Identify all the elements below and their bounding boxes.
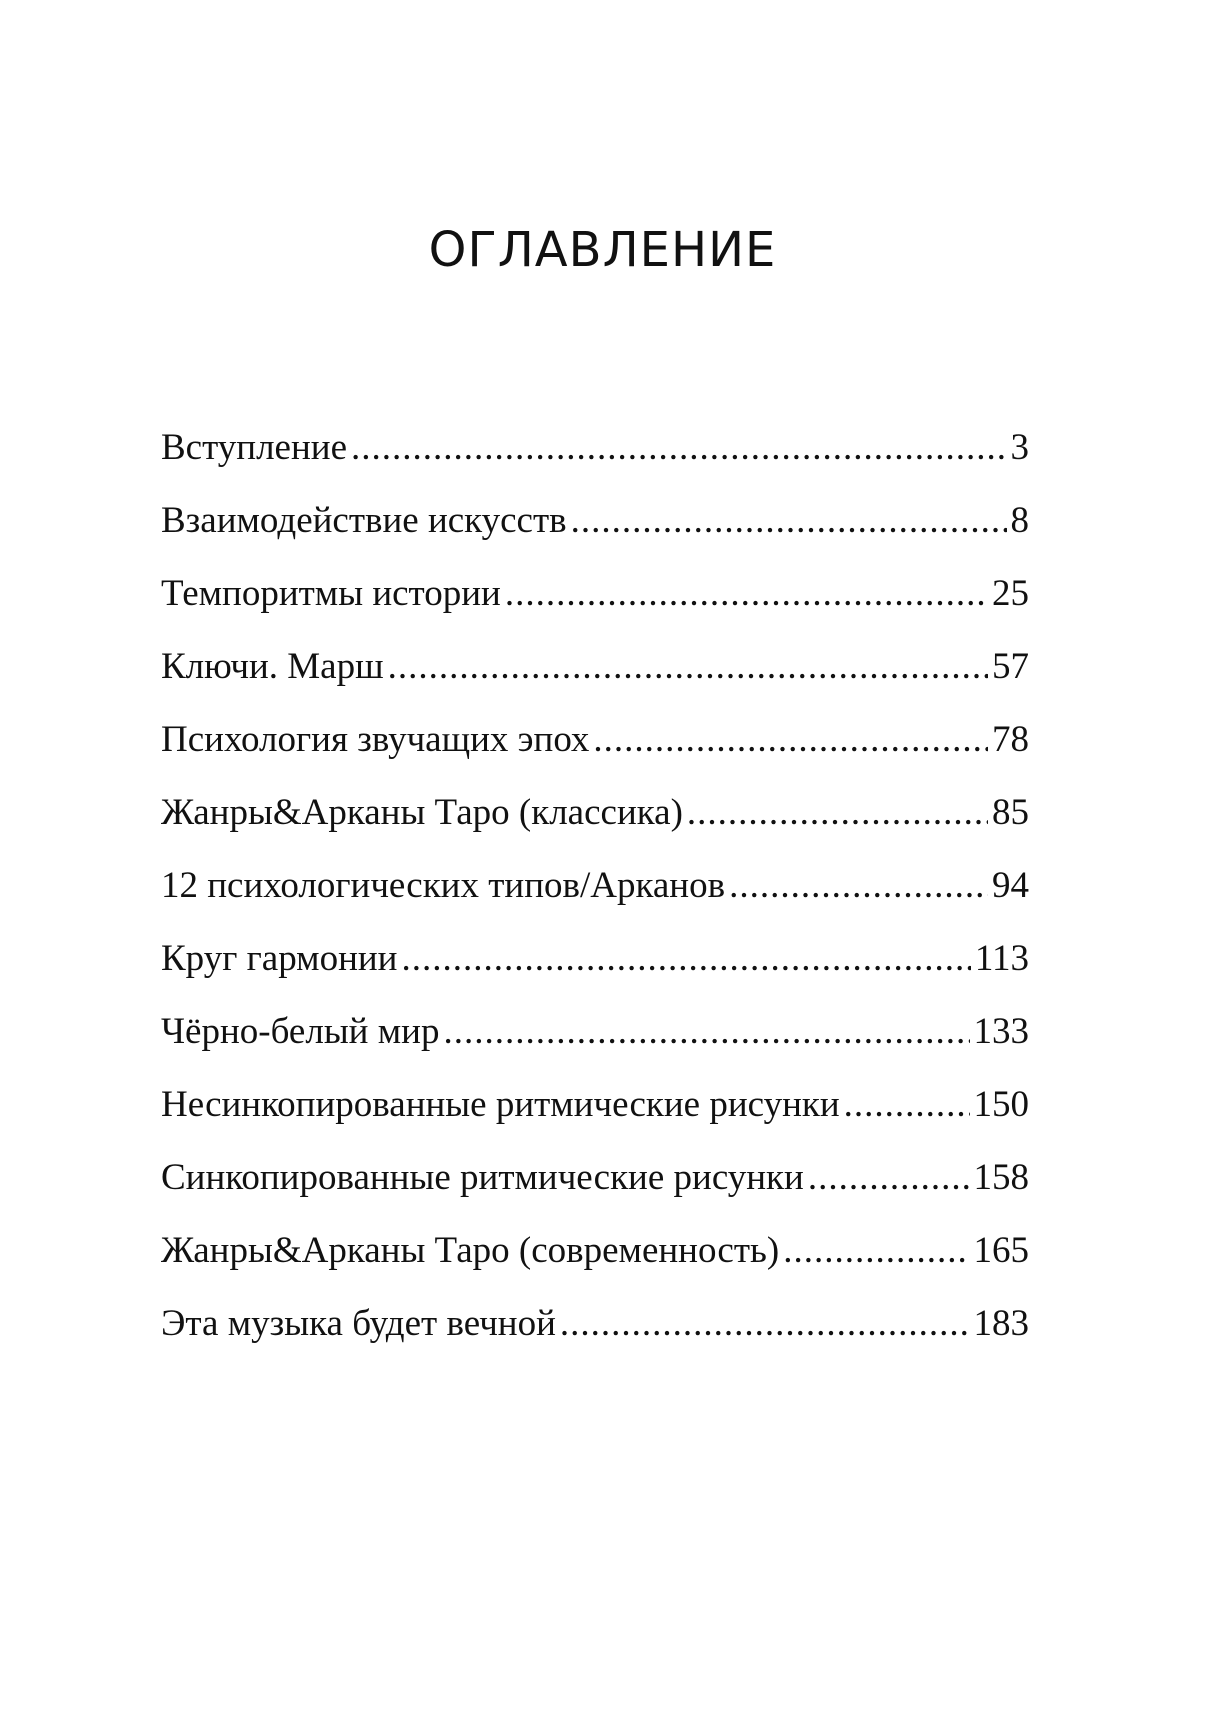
toc-entry bbox=[161, 718, 1029, 791]
page-title: ОГЛАВЛЕНИЕ bbox=[428, 222, 777, 278]
dot-leader bbox=[687, 791, 988, 835]
toc-entry bbox=[161, 864, 1029, 937]
toc-entry-page: 8 bbox=[1010, 500, 1029, 541]
toc-entry-label: 12 психологических типов/Арканов bbox=[161, 865, 726, 906]
toc-entry-page: 85 bbox=[992, 792, 1029, 833]
toc-entry-label: Несинкопированные ритмические рисунки bbox=[161, 1084, 840, 1125]
table-of-contents bbox=[161, 426, 1029, 1375]
dot-leader bbox=[560, 1302, 970, 1346]
dot-leader bbox=[388, 645, 988, 689]
toc-entry bbox=[161, 1010, 1029, 1083]
toc-entry bbox=[161, 1083, 1029, 1156]
toc-entry-page: 150 bbox=[973, 1084, 1029, 1125]
toc-entry bbox=[161, 426, 1029, 499]
dot-leader bbox=[729, 864, 988, 908]
toc-entry-page: 165 bbox=[973, 1230, 1029, 1271]
dot-leader bbox=[783, 1229, 969, 1273]
toc-entry-label: Вступление bbox=[161, 427, 347, 468]
toc-entry bbox=[161, 1302, 1029, 1375]
toc-entry-page: 25 bbox=[992, 573, 1029, 614]
toc-entry-label: Жанры&Арканы Таро (современность) bbox=[161, 1230, 780, 1271]
toc-entry-page: 158 bbox=[973, 1157, 1029, 1198]
toc-entry-label: Темпоритмы истории bbox=[161, 573, 501, 614]
toc-entry-label: Чёрно-белый мир bbox=[161, 1011, 440, 1052]
toc-entry-label: Жанры&Арканы Таро (классика) bbox=[161, 792, 683, 833]
toc-entry bbox=[161, 572, 1029, 645]
toc-entry bbox=[161, 791, 1029, 864]
toc-entry-page: 183 bbox=[973, 1303, 1029, 1344]
dot-leader bbox=[505, 572, 988, 616]
dot-leader bbox=[593, 718, 988, 762]
toc-entry-page: 133 bbox=[973, 1011, 1029, 1052]
dot-leader bbox=[571, 499, 1007, 543]
toc-entry bbox=[161, 1229, 1029, 1302]
dot-leader bbox=[401, 937, 970, 981]
toc-entry-page: 78 bbox=[992, 719, 1029, 760]
dot-leader bbox=[844, 1083, 970, 1127]
toc-entry-page: 113 bbox=[974, 938, 1029, 979]
dot-leader bbox=[443, 1010, 969, 1054]
toc-entry-label: Психология звучащих эпох bbox=[161, 719, 590, 760]
toc-entry-label: Взаимодействие искусств bbox=[161, 500, 567, 541]
toc-entry-label: Синкопированные ритмические рисунки bbox=[161, 1157, 804, 1198]
toc-entry bbox=[161, 499, 1029, 572]
toc-entry-label: Круг гармонии bbox=[161, 938, 398, 979]
toc-entry-page: 57 bbox=[992, 646, 1029, 687]
toc-entry bbox=[161, 937, 1029, 1010]
toc-entry-page: 94 bbox=[992, 865, 1029, 906]
toc-entry-label: Эта музыка будет вечной bbox=[161, 1303, 556, 1344]
toc-entry-label: Ключи. Марш bbox=[161, 646, 384, 687]
toc-entry bbox=[161, 1156, 1029, 1229]
dot-leader bbox=[808, 1156, 970, 1200]
toc-entry-page: 3 bbox=[1010, 427, 1029, 468]
toc-entry bbox=[161, 645, 1029, 718]
dot-leader bbox=[351, 426, 1007, 470]
